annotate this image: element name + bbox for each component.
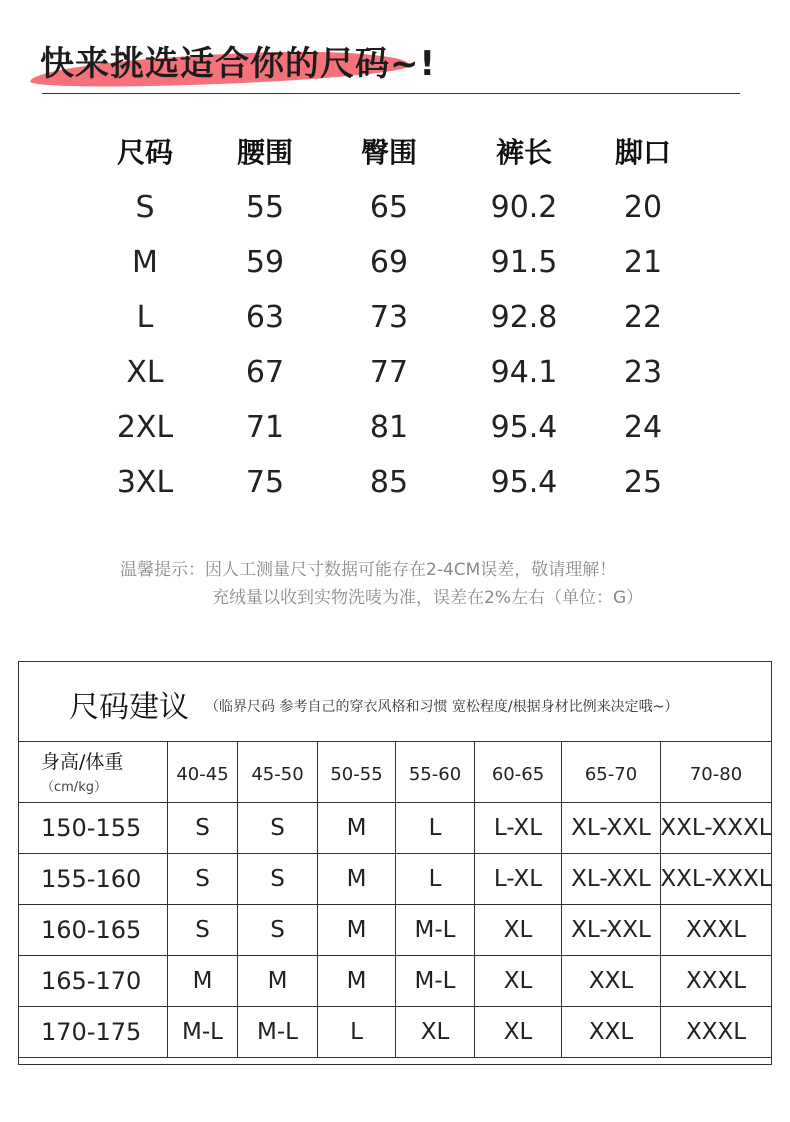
size-suggestion: L-XL [475, 803, 562, 853]
size-suggestion: XL [475, 1007, 562, 1057]
size-suggestion: M-L [396, 905, 475, 955]
size-suggestion: M-L [396, 956, 475, 1006]
size-cell: 2XL [116, 410, 174, 445]
weight-header: 40-45 [168, 741, 238, 802]
note-line-1: 温馨提示：因人工测量尺寸数据可能存在2-4CM误差，敬请理解！ [120, 560, 617, 580]
weight-header: 50-55 [318, 741, 396, 802]
length-cell: 92.8 [490, 300, 558, 335]
size-row [0, 180, 790, 235]
size-suggestion: XL [475, 956, 562, 1006]
size-chart [0, 125, 790, 510]
size-row [0, 345, 790, 400]
size-row [0, 455, 790, 510]
size-suggestion: S [238, 854, 318, 904]
page-header [24, 28, 744, 98]
recommendation-title-row [19, 662, 771, 742]
note-line-2: 充绒量以收到实物洗唛为准，误差在2%左右（单位：G） [212, 588, 644, 608]
size-suggestion: L [318, 1007, 396, 1057]
hip-cell: 85 [369, 465, 409, 500]
page-title: 快来挑选适合你的尺码~! [40, 44, 436, 84]
size-suggestion: XXL [562, 956, 661, 1006]
size-row [0, 235, 790, 290]
length-cell: 91.5 [490, 245, 558, 280]
size-suggestion: M [318, 905, 396, 955]
header-size: 尺码 [116, 136, 174, 169]
header-waist: 腰围 [236, 136, 294, 169]
leg-opening-cell: 21 [623, 245, 663, 280]
size-suggestion: S [238, 803, 318, 853]
height-weight-corner [19, 741, 168, 802]
length-cell: 95.4 [490, 465, 558, 500]
height-range: 165-170 [19, 956, 168, 1006]
leg-opening-cell: 20 [623, 190, 663, 225]
size-suggestion: M [318, 803, 396, 853]
size-suggestion: XL-XXL [562, 854, 661, 904]
weight-header: 70-80 [689, 764, 743, 785]
header-divider [42, 93, 740, 94]
height-range: 170-175 [19, 1007, 168, 1057]
recommendation-row [19, 1007, 771, 1058]
size-suggestion: S [168, 905, 238, 955]
leg-opening-cell: 24 [623, 410, 663, 445]
size-suggestion: L [396, 803, 475, 853]
header-hip: 臀围 [360, 136, 418, 169]
hip-cell: 69 [369, 245, 409, 280]
hip-cell: 81 [369, 410, 409, 445]
weight-header: 45-50 [238, 741, 318, 802]
size-suggestion: M [318, 956, 396, 1006]
size-suggestion: M [168, 956, 238, 1006]
size-suggestion: S [168, 803, 238, 853]
hip-cell: 65 [369, 190, 409, 225]
header-leg-opening: 脚口 [614, 136, 672, 169]
recommendation-row [19, 854, 771, 905]
size-cell: 3XL [116, 465, 174, 500]
size-suggestion: XL [475, 905, 562, 955]
hip-cell: 73 [369, 300, 409, 335]
height-range: 150-155 [19, 803, 168, 853]
size-suggestion: XXXL [685, 1019, 747, 1045]
size-row [0, 400, 790, 455]
size-chart-header [0, 125, 790, 180]
waist-cell: 55 [245, 190, 285, 225]
size-suggestion: M [318, 854, 396, 904]
length-cell: 95.4 [490, 410, 558, 445]
recommendation-subtitle: （临界尺码 参考自己的穿衣风格和习惯 宽松程度/根据身材比例来决定哦~） [205, 699, 679, 715]
waist-cell: 59 [245, 245, 285, 280]
size-suggestion: XXL-XXXL [660, 815, 772, 841]
size-suggestion: XXL-XXXL [660, 866, 772, 892]
size-suggestion: S [168, 854, 238, 904]
recommendation-grid [19, 741, 771, 1058]
recommendation-title: 尺码建议 [69, 690, 189, 725]
leg-opening-cell: 23 [623, 355, 663, 390]
waist-cell: 75 [245, 465, 285, 500]
leg-opening-cell: 22 [623, 300, 663, 335]
size-cell: XL [126, 355, 164, 390]
size-cell: L [136, 300, 154, 335]
weight-header-row [19, 741, 771, 803]
size-suggestion: XL-XXL [562, 905, 661, 955]
header-length: 裤长 [495, 136, 553, 169]
waist-cell: 67 [245, 355, 285, 390]
size-suggestion: L-XL [475, 854, 562, 904]
size-suggestion: S [238, 905, 318, 955]
leg-opening-cell: 25 [623, 465, 663, 500]
waist-cell: 63 [245, 300, 285, 335]
size-suggestion: XL-XXL [562, 803, 661, 853]
length-cell: 94.1 [490, 355, 558, 390]
height-range: 155-160 [19, 854, 168, 904]
size-suggestion: XL [396, 1007, 475, 1057]
size-suggestion: XXL [562, 1007, 661, 1057]
weight-header: 55-60 [396, 741, 475, 802]
size-cell: M [132, 245, 158, 280]
size-suggestion: L [396, 854, 475, 904]
size-suggestion: M-L [168, 1007, 238, 1057]
corner-label: 身高/体重 [41, 751, 124, 773]
height-range: 160-165 [19, 905, 168, 955]
waist-cell: 71 [245, 410, 285, 445]
recommendation-row [19, 905, 771, 956]
size-suggestion: M [238, 956, 318, 1006]
size-suggestion: XXXL [685, 917, 747, 943]
corner-unit: （cm/kg） [41, 780, 107, 795]
weight-header: 60-65 [475, 741, 562, 802]
length-cell: 90.2 [490, 190, 558, 225]
weight-header: 65-70 [562, 741, 661, 802]
size-suggestion: XXXL [685, 968, 747, 994]
recommendation-row [19, 956, 771, 1007]
size-suggestion: M-L [238, 1007, 318, 1057]
size-cell: S [135, 190, 155, 225]
recommendation-row [19, 803, 771, 854]
size-recommendation-table [18, 661, 772, 1065]
hip-cell: 77 [369, 355, 409, 390]
size-row [0, 290, 790, 345]
